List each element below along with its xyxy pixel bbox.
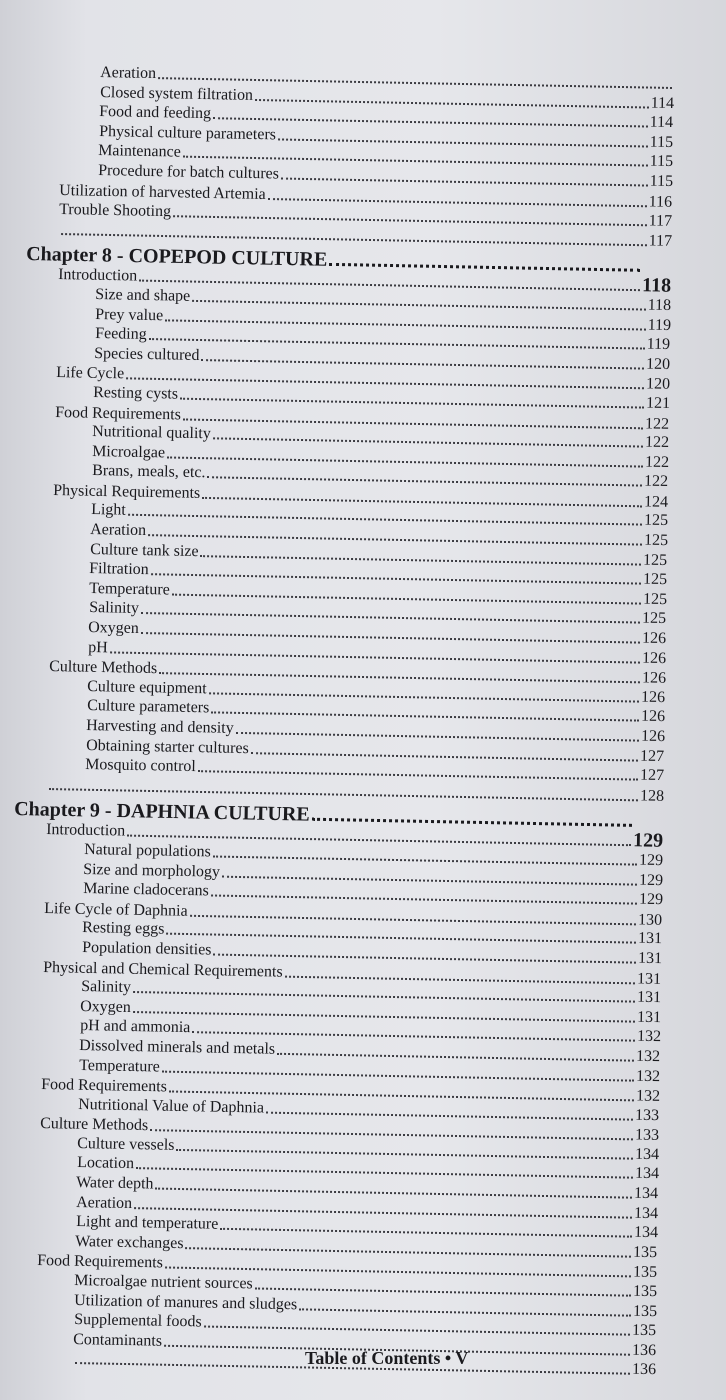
toc-entry-title: Nutritional Value of Daphnia (78, 1095, 265, 1116)
toc-entry-page: 136 (631, 1341, 657, 1359)
toc-entry-title: Aeration (90, 520, 147, 539)
toc-entry-page: 118 (641, 274, 672, 297)
toc-entry-page: 127 (639, 746, 665, 765)
toc-entry-page: 126 (641, 669, 667, 687)
toc-entry-page: 122 (643, 472, 669, 490)
toc-entry-page: 122 (644, 433, 670, 451)
toc-entry-title: Culture vessels (77, 1134, 175, 1154)
toc-entry-page: 135 (631, 1321, 657, 1339)
toc-entry-page: 125 (642, 590, 668, 608)
toc-entry-title: pH and ammonia (80, 1016, 191, 1037)
toc-entry-title: Chapter 9 - DAPHNIA CULTURE (13, 798, 310, 827)
toc-entry-page: 134 (634, 1145, 660, 1163)
toc-entry-page: 135 (632, 1282, 658, 1300)
toc-entry-page: 134 (633, 1184, 659, 1202)
toc-entry-title: Life Cycle (56, 363, 125, 383)
toc-entry-page: 135 (632, 1301, 658, 1320)
toc-entry-page: 115 (649, 132, 674, 151)
toc-entry-title: Physical Requirements (53, 481, 201, 502)
toc-entry-page: 126 (640, 707, 666, 726)
toc-entry-title: Aeration (100, 63, 157, 82)
toc-entry-page: 119 (647, 315, 672, 334)
toc-entry-title: Trouble Shooting (59, 200, 172, 220)
toc-entry-title: Microalgae nutrient sources (74, 1271, 253, 1293)
toc-entry-title: pH (88, 638, 108, 656)
toc-entry-title: Water depth (76, 1173, 154, 1193)
toc-entry-page: 132 (635, 1087, 661, 1105)
toc-entry-page: 118 (647, 296, 672, 314)
toc-entry-title: Closed system filtration (100, 83, 254, 104)
toc-entry-page: 129 (638, 870, 664, 889)
toc-entry-page: 125 (643, 531, 669, 549)
toc-entry-page: 124 (643, 492, 669, 511)
page-footer: Table of Contents • V (305, 1348, 469, 1368)
toc-entry-title: Maintenance (98, 141, 181, 161)
toc-entry-page: 125 (643, 511, 669, 530)
toc-entry-page: 126 (641, 629, 667, 647)
toc-entry-title: Salinity (81, 977, 132, 996)
toc-entry-title: Food and feeding (99, 102, 212, 122)
toc-entry-title: Nutritional quality (92, 422, 211, 442)
toc-entry-page: 129 (638, 851, 664, 869)
toc-entry-title: Obtaining starter cultures (86, 736, 249, 757)
toc-entry-title: Culture parameters (87, 697, 210, 717)
toc-entry-title: Food Requirements (41, 1075, 168, 1096)
toc-entry-title: Light and temperature (76, 1212, 219, 1233)
toc-entry-page: 134 (633, 1203, 659, 1222)
toc-entry-page: 132 (635, 1047, 661, 1065)
toc-entry-page: 135 (632, 1243, 658, 1261)
toc-entry-title: Temperature (89, 579, 170, 598)
toc-entry-title: Oxygen (80, 997, 131, 1016)
toc-entry-title: Physical and Chemical Requirements (43, 958, 283, 980)
toc-entry-title: Temperature (79, 1056, 160, 1075)
toc-entry-title: Light (91, 501, 127, 519)
toc-entry-title: Dissolved minerals and metals (79, 1036, 276, 1058)
toc-entry-title: Resting cysts (93, 383, 179, 403)
toc-entry-title: Chapter 8 - COPEPOD CULTURE (25, 243, 328, 272)
toc-entry-title: Culture Methods (49, 657, 158, 677)
toc-entry-page: 129 (632, 829, 664, 852)
toc-entry-title: Location (77, 1154, 135, 1173)
toc-entry-page: 132 (636, 1027, 662, 1046)
toc-entry-page: 131 (636, 1008, 662, 1026)
toc-entry-title: Supplemental foods (74, 1310, 202, 1331)
toc-entry-title: Mosquito control (85, 755, 196, 775)
toc-entry-page: 115 (649, 152, 674, 171)
toc-entry-title: Marine cladocerans (83, 879, 210, 900)
toc-entry-title: Size and shape (95, 285, 191, 305)
toc-entry-title: Salinity (89, 599, 140, 617)
toc-entry-page: 128 (639, 786, 665, 805)
toc-entry-page: 133 (634, 1126, 660, 1144)
toc-entry-title: Utilization of harvested Artemia (59, 181, 266, 203)
toc-entry-page: 117 (648, 231, 673, 250)
toc-entry-title: Introduction (58, 265, 138, 285)
table-of-contents (0, 62, 726, 1379)
toc-entry-title: Procedure for batch cultures (98, 161, 280, 183)
toc-entry-page: 117 (648, 212, 673, 230)
toc-entry-page: 135 (632, 1263, 658, 1281)
toc-entry-title: Utilization of manures and sludges (74, 1291, 298, 1313)
toc-entry-title: Aeration (76, 1193, 133, 1212)
toc-entry-title: Culture Methods (40, 1114, 149, 1134)
toc-entry-page: 115 (649, 172, 674, 190)
toc-entry-title: Contaminants (73, 1330, 163, 1350)
toc-entry-page: 131 (637, 929, 663, 948)
toc-entry-page: 126 (640, 688, 666, 706)
toc-entry-title: Feeding (95, 324, 147, 343)
toc-entry-title: Microalgae (92, 442, 166, 461)
toc-entry-title: Resting eggs (82, 918, 165, 938)
toc-entry-title: Population densities (82, 938, 212, 959)
toc-entry-page: 126 (640, 727, 666, 745)
toc-entry-title: Food Requirements (37, 1252, 164, 1272)
toc-entry-title: Harvesting and density (86, 716, 234, 737)
toc-entry-page: 116 (648, 192, 673, 210)
toc-entry-page: 131 (636, 969, 662, 987)
toc-entry-page: 132 (635, 1066, 661, 1085)
toc-entry-title: Water exchanges (75, 1232, 184, 1252)
toc-entry-title: Species cultured (94, 344, 200, 364)
toc-entry-title: Culture equipment (87, 677, 207, 697)
toc-entry-title: Filtration (89, 559, 149, 578)
toc-entry-page: 131 (636, 988, 662, 1006)
toc-entry-page: 120 (645, 354, 671, 373)
toc-entry-title: Food Requirements (55, 403, 182, 423)
toc-entry-title: Brans, meals, etc. (92, 461, 206, 482)
toc-entry-page: 134 (634, 1164, 660, 1183)
toc-entry-page: 114 (649, 113, 674, 131)
toc-entry-page: 127 (639, 766, 665, 784)
toc-entry-page: 125 (642, 570, 668, 588)
toc-entry-page: 120 (645, 375, 671, 393)
toc-entry-page: 125 (642, 550, 668, 569)
toc-entry-page: 122 (644, 414, 670, 432)
toc-entry-title: Size and morphology (83, 860, 221, 880)
toc-entry-title: Introduction (46, 820, 126, 840)
toc-entry-page: 122 (644, 452, 670, 471)
toc-entry-page: 131 (637, 949, 663, 967)
toc-entry-page: 121 (645, 394, 671, 412)
toc-entry-page: 129 (638, 890, 664, 908)
toc-entry-page: 136 (631, 1360, 657, 1379)
toc-entry-title: Prey value (95, 305, 164, 324)
toc-entry-title: Life Cycle of Daphnia (44, 899, 188, 920)
toc-entry-page: 125 (641, 609, 667, 628)
toc-entry-title: Physical culture parameters (99, 122, 277, 143)
toc-entry-page: 119 (646, 335, 671, 353)
toc-entry-page: 114 (650, 93, 675, 112)
toc-entry-title: Oxygen (88, 618, 139, 637)
toc-entry-page: 134 (633, 1223, 659, 1242)
toc-entry-page: 126 (641, 648, 667, 667)
toc-entry-title: Natural populations (84, 840, 211, 860)
toc-entry-page: 133 (634, 1105, 660, 1124)
toc-entry-page: 130 (637, 910, 663, 929)
toc-entry-title: Culture tank size (90, 540, 199, 560)
